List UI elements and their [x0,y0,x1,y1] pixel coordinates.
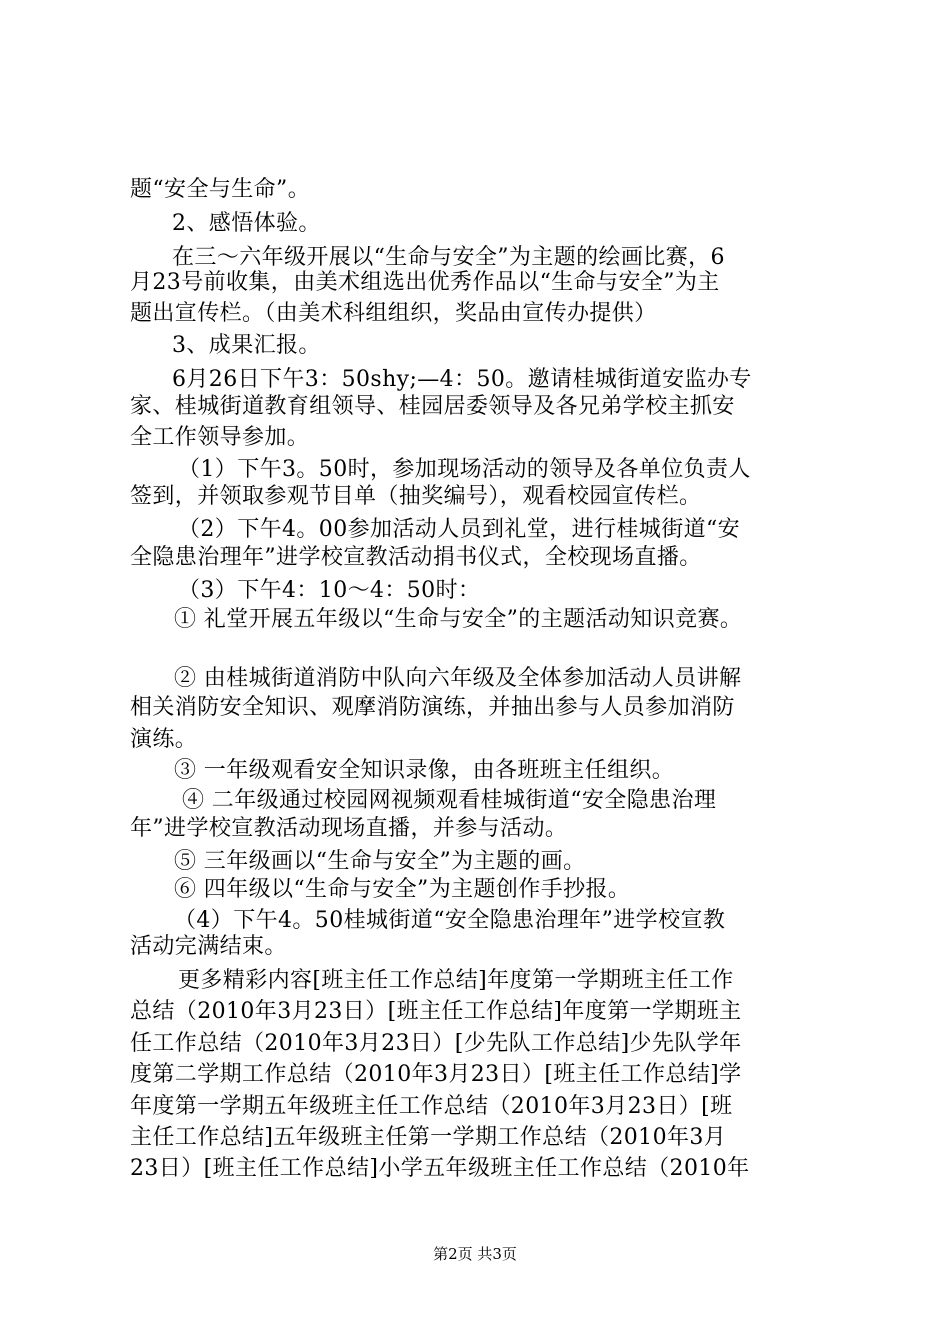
text-line: 总结（2010年3月23日）[班主任工作总结]年度第一学期班主 [130,999,742,1024]
text-line: ② 由桂城街道消防中队向六年级及全体参加活动人员讲解 [174,666,742,691]
text-line: 任工作总结（2010年3月23日）[少先队工作总结]少先队学年 [130,1031,742,1056]
text-line: 全隐患治理年”进学校宣教活动捐书仪式，全校现场直播。 [130,545,702,570]
text-line: 签到，并领取参观节目单（抽奖编号），观看校园宣传栏。 [130,484,702,509]
text-line: 演练。 [130,727,198,752]
text-line: 活动完满结束。 [130,934,287,959]
text-line: ⑤ 三年级画以“生命与安全”为主题的画。 [174,849,586,874]
text-line: ③ 一年级观看安全知识录像，由各班班主任组织。 [174,758,675,783]
text-line: 年度第一学期五年级班主任工作总结（2010年3月23日）[班 [130,1094,733,1119]
text-line: 月23号前收集，由美术组选出优秀作品以“生命与安全”为主 [130,270,720,295]
text-line: 相关消防安全知识、观摩消防演练，并抽出参与人员参加消防 [130,695,735,720]
text-line: （1）下午3。50时，参加现场活动的领导及各单位负责人 [178,457,751,482]
text-line: 年”进学校宣教活动现场直播，并参与活动。 [130,816,568,841]
text-line: ④ 二年级通过校园网视频观看桂城街道“安全隐患治理 [182,788,717,813]
text-line: （3）下午4：10～4：50时： [178,578,481,603]
text-line: 家、桂城街道教育组领导、桂园居委领导及各兄弟学校主抓安 [130,394,735,419]
text-line: ① 礼堂开展五年级以“生命与安全”的主题活动知识竞赛。 [174,607,743,632]
text-line: 题“安全与生命”。 [130,177,311,202]
text-line: 更多精彩内容[班主任工作总结]年度第一学期班主任工作 [178,968,734,993]
page-number: 第2页 共3页 [433,1245,517,1263]
text-line: 在三～六年级开展以“生命与安全”为主题的绘画比赛，6 [172,245,725,270]
text-line: 2、感悟体验。 [172,211,321,236]
text-line: 题出宣传栏。（由美术科组组织，奖品由宣传办提供） [130,301,657,326]
text-line: 全工作领导参加。 [130,425,310,450]
text-line: 主任工作总结]五年级班主任第一学期工作总结（2010年3月 [130,1125,727,1150]
text-line: 3、成果汇报。 [172,333,321,358]
text-line: （2）下午4。00参加活动人员到礼堂，进行桂城街道“安 [178,517,741,542]
text-line: ⑥ 四年级以“生命与安全”为主题创作手抄报。 [174,877,631,902]
text-line: 6月26日下午3：50shy;—4：50。邀请桂城街道安监办专 [172,367,752,392]
text-line: 23日）[班主任工作总结]小学五年级班主任工作总结（2010年 [130,1156,750,1181]
text-line: 度第二学期工作总结（2010年3月23日）[班主任工作总结]学 [130,1062,742,1087]
text-line: （4）下午4。50桂城街道“安全隐患治理年”进学校宣教 [174,908,726,933]
